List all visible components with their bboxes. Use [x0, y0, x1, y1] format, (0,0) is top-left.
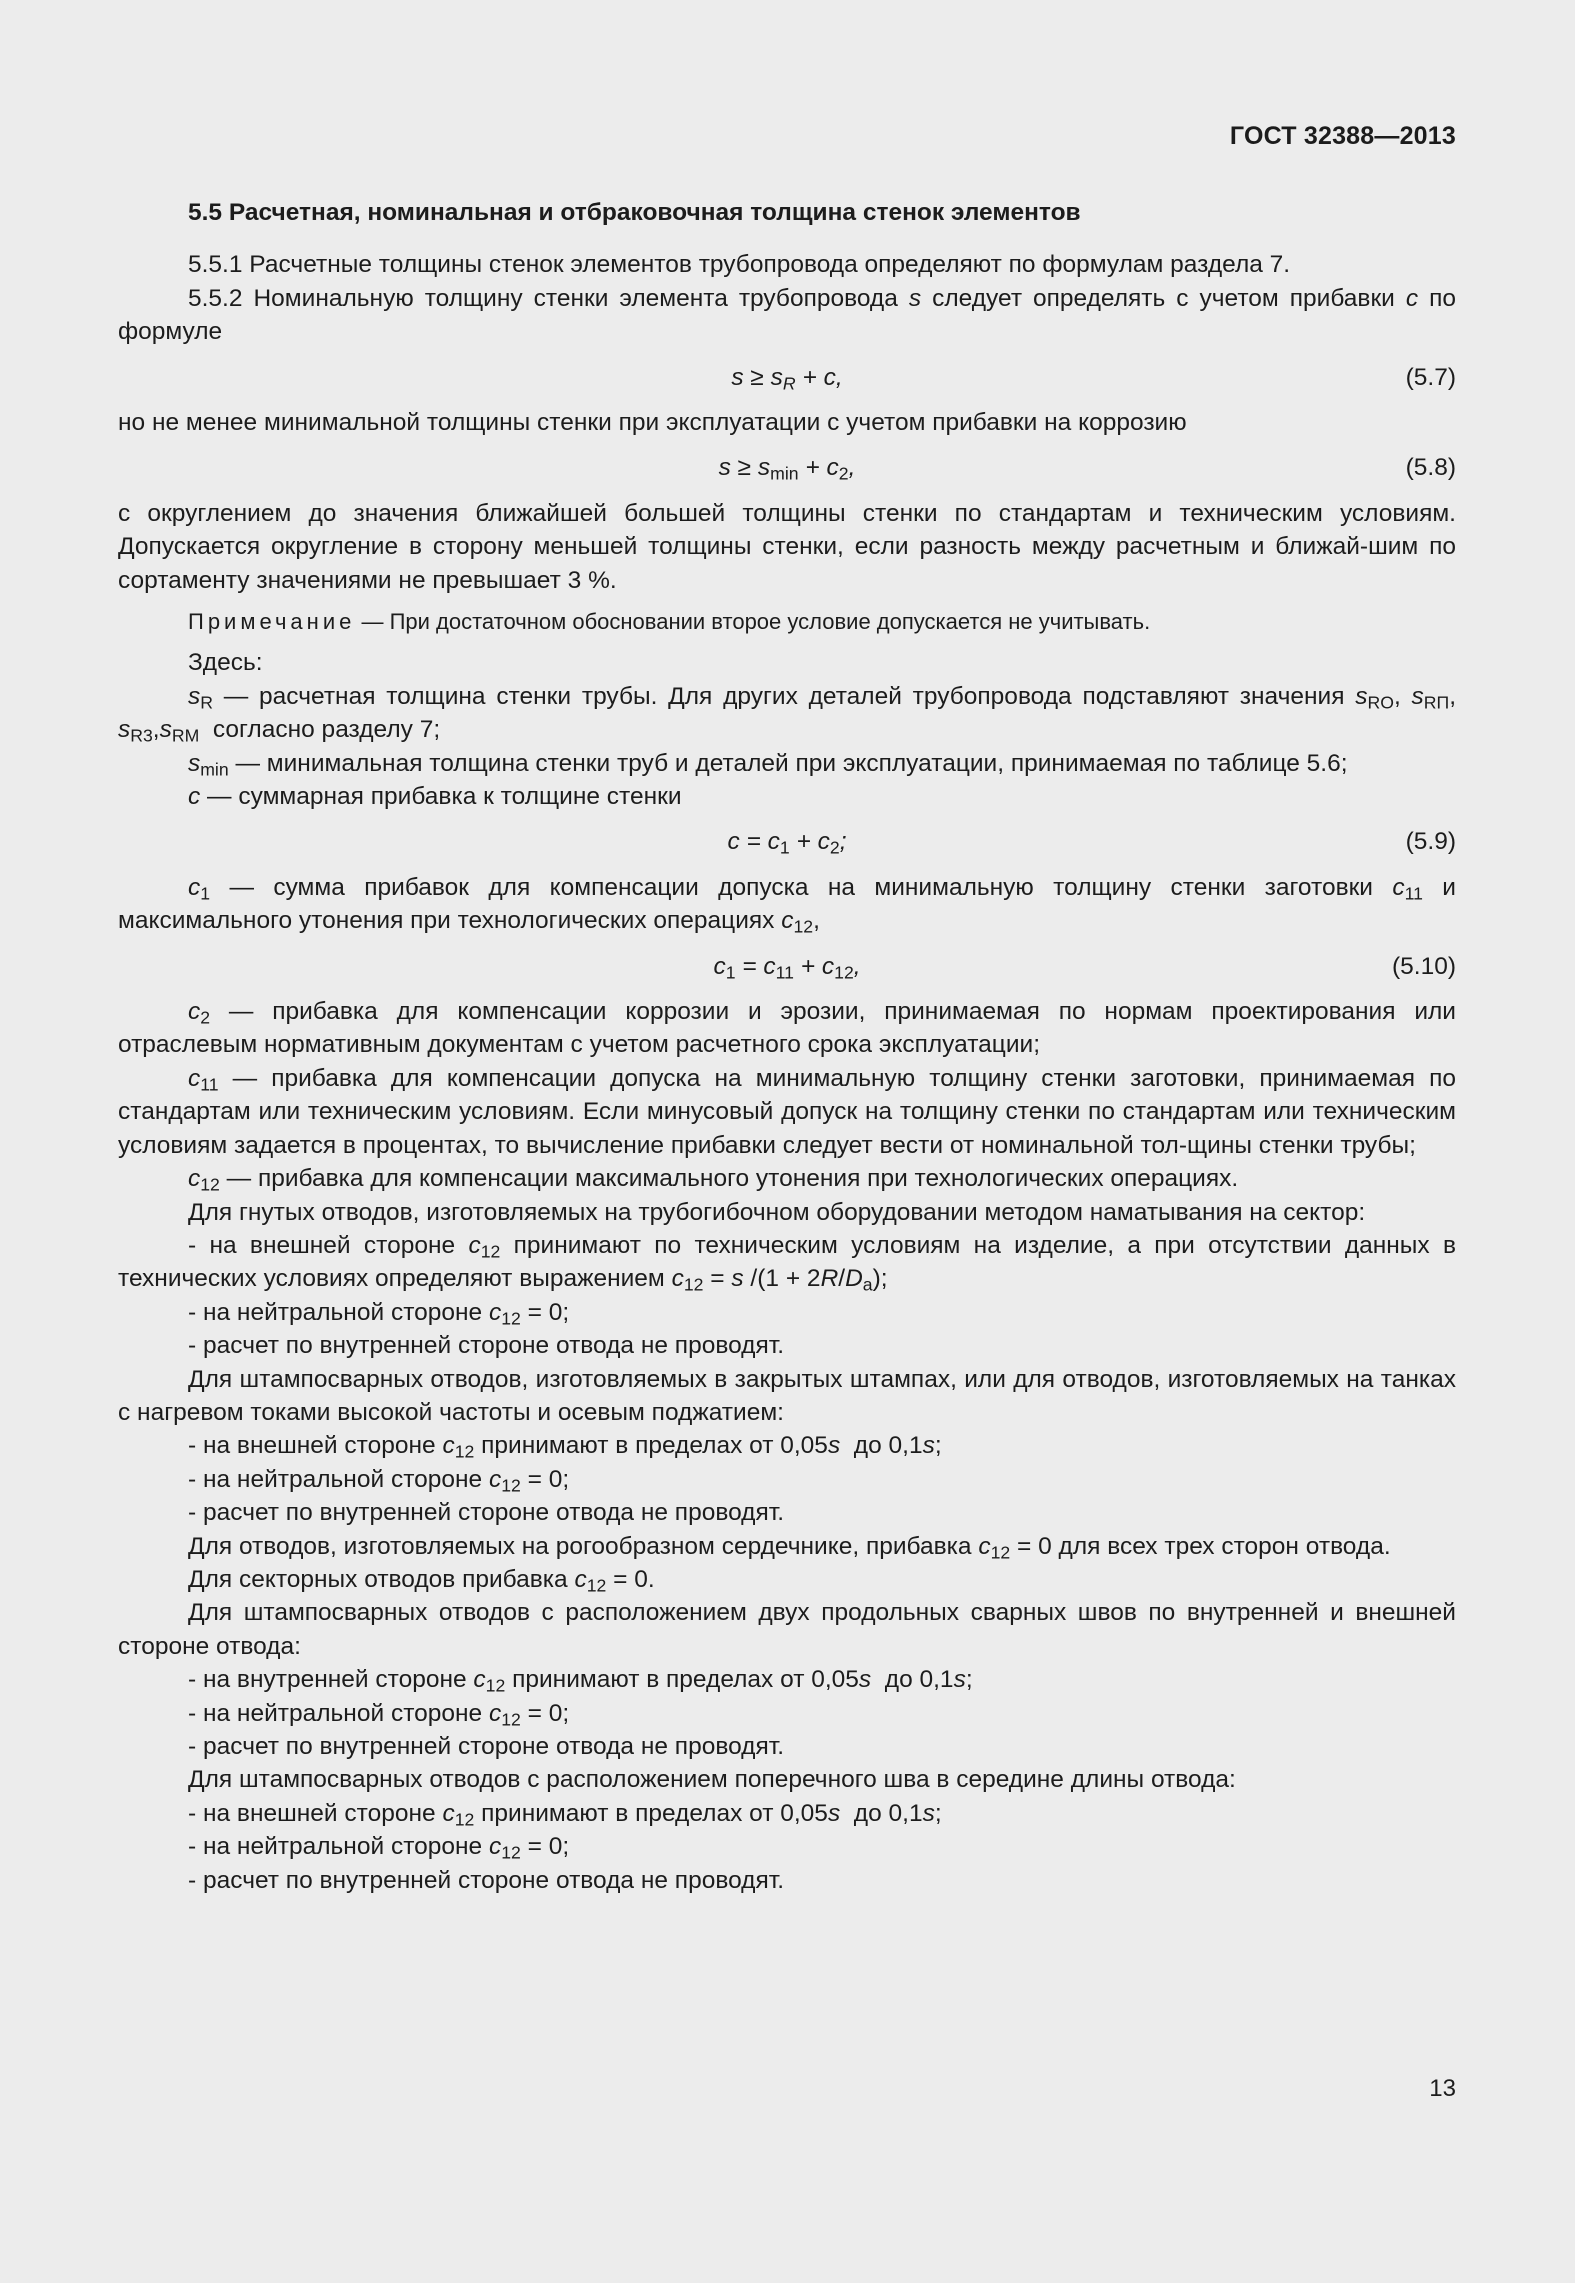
note-label: Примечание	[188, 609, 356, 635]
definition-c2: $c_2$ — прибавка для компенсации коррозии и эрозии, принимаемая по нормам проектирования или отраслевым нормативным документам с учетом расчетного срока эксплуатации;	[118, 998, 1456, 1059]
paragraph-two-seams: Для штампосварных отводов с расположением двух продольных сварных швов по внутренней и внешней стороне отвода:	[118, 1599, 1456, 1660]
formula-5-9	[118, 825, 1456, 858]
list-item: - расчет по внутренней стороне отвода не проводят.	[188, 1332, 785, 1360]
definition-smin: $s_{min}$ — минимальная толщина стенки труб и деталей при эксплуатации, принимаемая по таблице 5.6;	[188, 749, 1348, 780]
formula-expression: $s \ge s_R + c$,	[731, 363, 843, 394]
list-item: - на нейтральной стороне $c_{12} = 0$;	[188, 1465, 570, 1496]
definition-c12: $c_{12}$ — прибавка для компенсации максимального утонения при технологических операциях.	[188, 1165, 1239, 1195]
document-body	[118, 196, 1456, 1897]
list-item: - на внешней стороне $c_{12}$ принимают в пределах от 0,05s до 0,1s;	[188, 1432, 942, 1462]
paragraph-horn-core: Для отводов, изготовляемых на рогообразном сердечнике, прибавка $c_{12} = 0$ для всех трех сторон отвода.	[188, 1532, 1391, 1562]
paragraph-5-5-1: 5.5.1 Расчетные толщины стенок элементов трубопровода определяют по формулам раздела 7.	[188, 251, 1291, 279]
note-text: — При достаточном обосновании второе условие допускается не учитывать.	[355, 609, 1151, 635]
list-item: - расчет по внутренней стороне отвода не проводят.	[188, 1733, 785, 1760]
paragraph: с округлением до значения ближайшей большей толщины стенки по стандартам и техническим условиям. Допускается округление в сторону меньшей толщины стенки, если разность между расчетным и ближай-шим по сортаменту значениями не превышает 3 %.	[118, 499, 1456, 594]
paragraph: но не менее минимальной толщины стенки при эксплуатации с учетом прибавки на коррозию	[118, 409, 1187, 437]
paragraph-5-5-2: 5.5.2 Номинальную толщину стенки элемента трубопровода s следует определять с учетом прибавки c по формуле	[118, 284, 1456, 346]
note	[118, 605, 1456, 638]
definition-c1: $c_1$ — сумма прибавок для компенсации допуска на минимальную толщину стенки заготовки $c_{11}$ и максимального утонения при технологических операциях $c_{12}$,	[118, 873, 1456, 937]
definition-c11: $c_{11}$ — прибавка для компенсации допуска на минимальную толщину стенки заготовки, принимаемая по стандартам или техническим условиям. Если минусовый допуск на толщину стенки по стандартам или техническим условиям задается в процентах, то вычисление прибавки следует вести от номинальной тол-щины стенки трубы;	[118, 1064, 1456, 1159]
list-item: - расчет по внутренней стороне отвода не проводят.	[188, 1866, 785, 1894]
formula-5-8	[118, 451, 1456, 484]
paragraph-cross-seam: Для штампосварных отводов с расположением поперечного шва в середине длины отвода:	[188, 1766, 1236, 1794]
formula-5-7	[118, 361, 1456, 394]
section-heading: 5.5 Расчетная, номинальная и отбраковочная толщина стенок элементов	[188, 199, 1081, 226]
formula-5-10	[118, 950, 1456, 983]
formula-expression: $c_1 = c_{11} + c_{12}$,	[713, 952, 861, 983]
formula-expression: $c = c_1 + c_2$;	[727, 828, 847, 858]
paragraph-sector: Для секторных отводов прибавка $c_{12} = 0$.	[188, 1565, 655, 1596]
list-item: - на внешней стороне $c_{12}$ принимают в пределах от 0,05s до 0,1s;	[188, 1799, 942, 1830]
document-code: ГОСТ 32388—2013	[1229, 122, 1456, 150]
list-item: - на нейтральной стороне $c_{12} = 0$;	[188, 1298, 570, 1329]
list-item: - на нейтральной стороне $c_{12} = 0$;	[188, 1699, 570, 1729]
formula-number: (5.9)	[1405, 828, 1456, 856]
formula-expression: $s \ge s_{min} + c_2$,	[718, 454, 856, 484]
definition-c: c — суммарная прибавка к толщине стенки	[188, 783, 682, 811]
list-item: - на нейтральной стороне $c_{12} = 0$;	[188, 1833, 570, 1863]
formula-number: (5.7)	[1405, 363, 1456, 391]
formula-number: (5.10)	[1391, 952, 1456, 980]
paragraph-stamped-elbows: Для штампосварных отводов, изготовляемых в закрытых штампах, или для отводов, изготовляемых на танках с нагревом токами высокой частоты и осевым поджатием:	[118, 1365, 1456, 1426]
list-item: - расчет по внутренней стороне отвода не проводят.	[188, 1499, 785, 1527]
definition-sr: $s_R$ — расчетная толщина стенки трубы. Для других деталей трубопровода подставляют значения $s_{RO}$, $s_{RП}$, $s_{R3},s_{RM}$ согласно разделу 7;	[118, 682, 1456, 746]
page-number: 13	[1429, 2075, 1456, 2102]
list-item: - на внутренней стороне $c_{12}$ принимают в пределах от 0,05s до 0,1s;	[188, 1666, 973, 1696]
paragraph-bent-elbows: Для гнутых отводов, изготовляемых на трубогибочном оборудовании методом наматывания на сектор:	[188, 1198, 1366, 1226]
formula-number: (5.8)	[1405, 454, 1456, 482]
list-item: - на внешней стороне $c_{12}$ принимают по техническим условиям на изделие, а при отсутствии данных в технических условиях определяют выражением $c_{12} = s$ $/(1 + 2R/D_a)$;	[118, 1231, 1456, 1295]
here-label: Здесь:	[188, 649, 263, 677]
